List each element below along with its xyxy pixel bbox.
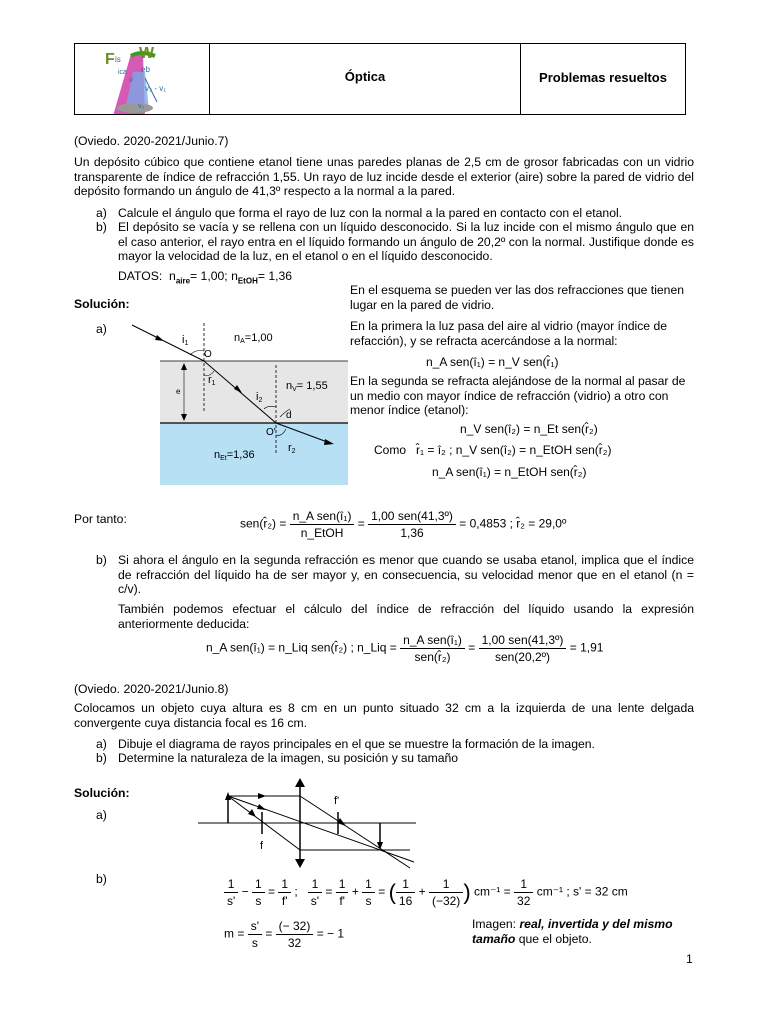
svg-text:i2: i2 [256, 391, 263, 404]
problem1-solution-b: b) Si ahora el ángulo en la segunda refracción es menor que cuando se usaba etanol, implica que el índice de refracción del líquido ha de ser mayor y, en consecuencia, su velocidad menor que en el etanol (n = c/v). [96, 553, 694, 596]
explanation-3: En la segunda se refracta alejándose de la normal al pasar de un medio con mayor índice de refracción (vidrio) a otro con menor índice (etanol): [350, 374, 686, 417]
equation-6: n_A sen(î₁) = n_Liq sen(r̂₂) ; n_Liq = $\frac{\text{n\_A sen(î₁)}}{\text{sen(r̂₂)}}$ = $\frac{\text{1,00 sen(41,3º)}}{\text{sen(20,2º)}}$ = 1,91 [206, 633, 604, 664]
svg-text:ica: ica [118, 69, 127, 76]
svg-text:d: d [286, 410, 292, 421]
image-conclusion: Imagen: real, invertida y del mismo tamaño que el objeto. [472, 917, 673, 946]
svg-text:f': f' [334, 795, 340, 807]
svg-text:nA=1,00: nA=1,00 [234, 332, 273, 345]
svg-text:nV= 1,55: nV= 1,55 [286, 380, 328, 393]
page-number: 1 [686, 952, 693, 966]
logo-cell [75, 44, 210, 114]
svg-text:nEt=1,36: nEt=1,36 [214, 449, 255, 462]
explanation-2: En la primera la luz pasa del aire al vidrio (mayor índice de refacción), y se refracta acercándose a la normal: [350, 319, 668, 348]
page-subtitle: Problemas resueltos [539, 70, 667, 85]
problem2-item-a: a) Dibuje el diagrama de rayos principales en el que se muestre la formación de la imagen. [96, 737, 595, 751]
fisica-web-logo [75, 44, 209, 114]
problem2-solution-a-label: a) [96, 808, 107, 822]
svg-text:W: W [139, 45, 155, 62]
svg-text:v: v [129, 75, 133, 84]
problem2-source: (Oviedo. 2020-2021/Junio.8) [74, 682, 229, 696]
refraction-diagram [118, 315, 348, 487]
incident-ray [132, 325, 204, 361]
problem1-statement: Un depósito cúbico que contiene etanol tiene unas paredes planas de 2,5 cm de grosor fabricadas con un vidrio transparente de índice de refracción 1,55. Un rayo de luz incide desde el exterior (aire) sobre la pared de vidrio del depósito formando un ángulo de 41,3º respecto a la normal a la pared. [74, 155, 694, 198]
title-cell [210, 44, 521, 114]
explanation-1: En el esquema se pueden ver las dos refracciones que tienen lugar en la pared de vidrio. [350, 283, 685, 312]
svg-text:O: O [204, 349, 212, 360]
svg-text:O': O' [266, 427, 276, 438]
equation-3: Como r̂₁ = î₂ ; n_V sen(î₂) = n_EtOH sen(r̂₂) [374, 443, 612, 457]
problem1-source: (Oviedo. 2020-2021/Junio.7) [74, 134, 229, 148]
problem1-solution-heading: Solución: [74, 297, 130, 311]
header-table [74, 43, 686, 115]
explanation-4: También podemos efectuar el cálculo del índice de refracción del líquido usando la expresión anteriormente deducida: [118, 602, 694, 631]
problem1-solution-a-label: a) [96, 322, 107, 336]
datos-line: DATOS: $n_{aire}= 1,00$; $n_{EtOH}= 1,36$ [118, 269, 293, 286]
equation-1: n_A sen(î₁) = n_V sen(r̂₁) [426, 355, 559, 369]
equation-4: n_A sen(î₁) = n_EtOH sen(r̂₂) [432, 465, 587, 479]
svg-text:r2: r2 [288, 442, 296, 455]
svg-text:f: f [260, 840, 264, 852]
svg-text:r1: r1 [208, 374, 216, 387]
problem2-item-b: b) Determine la naturaleza de la imagen, su posición y su tamaño [96, 751, 459, 765]
svg-text:e: e [176, 387, 181, 396]
subtitle-cell [521, 44, 685, 114]
lens-equation: $\frac{1}{s'}$ − $\frac{1}{s}$ = $\frac{1}{f'}$ ; $\frac{1}{s'}$ = $\frac{1}{f'}$ + $\frac{1}{s}$ = ( $\frac{1}{16}$ + $\frac{1}{(-32)}$ ) cm⁻¹ = $\frac{1}{32}$ cm⁻¹ ; s' = 32 cm [224, 876, 628, 909]
svg-text:v₂: v₂ [138, 103, 145, 110]
svg-text:is: is [115, 55, 121, 64]
problem2-solution-heading: Solución: [74, 786, 130, 800]
svg-text:i1: i1 [182, 334, 189, 347]
svg-text:v₂ - v₁: v₂ - v₁ [145, 84, 166, 93]
problem1-item-a: a) Calcule el ángulo que forma el rayo de luz con la normal a la pared en contacto con el etanol. [96, 206, 623, 220]
equation-5: sen(r̂₂) = $\frac{\text{n\_A sen(î₁)}}{\text{n\_EtOH}}$ = $\frac{\text{1,00 sen(41,3º)}}{1,36}$ = 0,4853 ; r̂₂ = 29,0º [240, 509, 567, 540]
page-title: Óptica [344, 69, 386, 84]
problem1-item-b: b) El depósito se vacía y se rellena con un líquido desconocido. Si la luz incide con el mismo ángulo que en el caso anterior, el rayo entra en el líquido formando un ángulo de 20,2º con la normal. Justifique donde es mayor la velocidad de la luz, en el etanol o en el líquido desconocido. [96, 220, 694, 263]
problem2-solution-b-label: b) [96, 872, 107, 886]
magnification-equation: m = $\frac{s'}{s}$ = $\frac{(- 32)}{32}$ = − 1 [224, 919, 345, 950]
glass-wall [160, 361, 348, 423]
equation-2: n_V sen(î₂) = n_Et sen(r̂₂) [460, 422, 598, 436]
problem2-statement: Colocamos un objeto cuya altura es 8 cm en un punto situado 32 cm a la izquierda de una lente delgada convergente cuya distancia focal es 16 cm. [74, 701, 694, 730]
svg-text:F: F [105, 51, 115, 68]
por-tanto-label: Por tanto: [74, 512, 127, 526]
svg-text:eb: eb [141, 65, 150, 74]
lens-ray-diagram [196, 776, 466, 876]
